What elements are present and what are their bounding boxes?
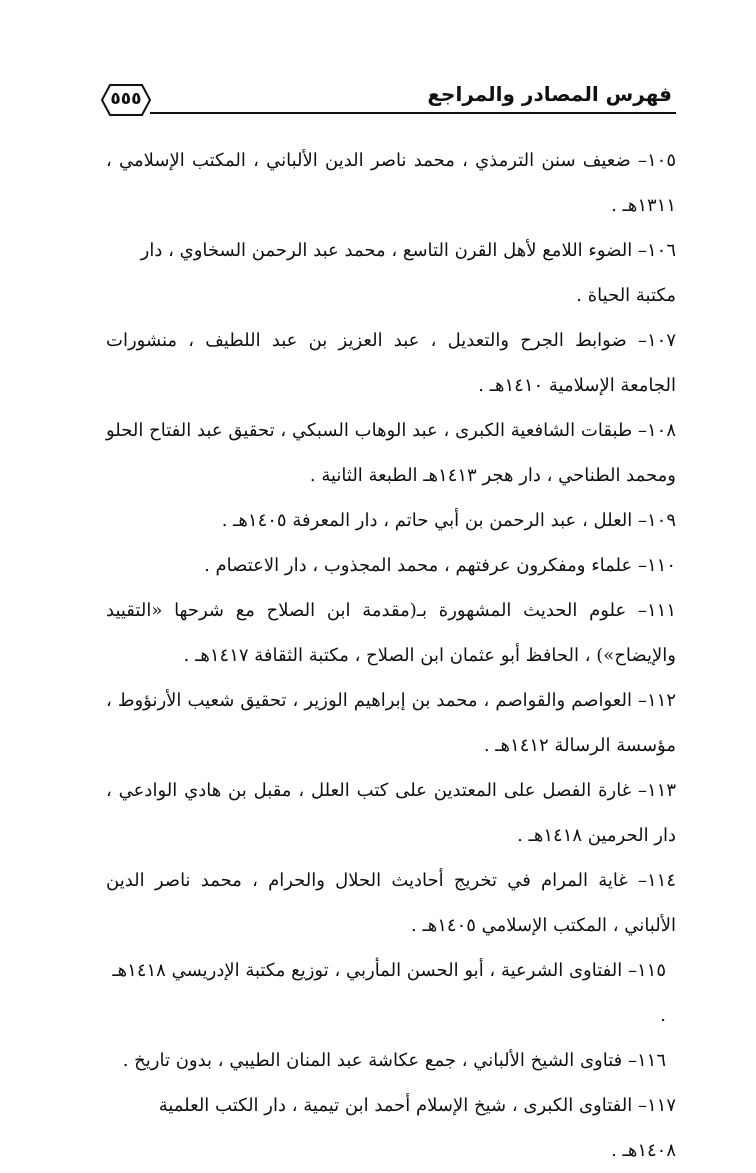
page-number: ٥٥٥ <box>110 89 142 109</box>
page-header <box>96 78 676 122</box>
entry-number: ١١٢ <box>646 690 676 711</box>
entry-text: – ضعيف سنن الترمذي ، محمد ناصر الدين الألباني ، المكتب الإسلامي ، ١٣١١هـ . <box>106 150 676 216</box>
entry-number: ١١٥ <box>636 960 666 981</box>
entry-number: ١١١ <box>646 600 676 621</box>
entry-text: – غاية المرام في تخريج أحاديث الحلال والحرام ، محمد ناصر الدين الألباني ، المكتب الإسلامي ١٤٠٥هـ . <box>106 870 676 936</box>
reference-entry <box>106 948 676 1038</box>
reference-entry <box>106 543 676 588</box>
reference-entry <box>106 318 676 408</box>
entry-number: ١١٦ <box>636 1050 666 1071</box>
header-rule <box>150 112 676 114</box>
entry-number: ١٠٥ <box>646 150 676 171</box>
entry-text: – الفتاوى الشرعية ، أبو الحسن المأربي ، توزيع مكتبة الإدريسي ١٤١٨هـ . <box>112 960 666 1026</box>
entry-number: ١١٧ <box>646 1095 676 1116</box>
entry-text: – الفتاوى الكبرى ، شيخ الإسلام أحمد ابن تيمية ، دار الكتب العلمية ١٤٠٨هـ . <box>158 1095 676 1161</box>
entry-text: – طبقات الشافعية الكبرى ، عبد الوهاب السبكي ، تحقيق عبد الفتاح الحلو ومحمد الطناحي ، دار هجر ١٤١٣هـ الطبعة الثانية . <box>106 420 676 486</box>
entry-text: – فتاوى الشيخ الألباني ، جمع عكاشة عبد المنان الطيبي ، بدون تاريخ . <box>122 1050 637 1071</box>
entry-number: ١١٠ <box>646 555 676 576</box>
reference-entry <box>106 408 676 498</box>
page-number-badge <box>100 83 152 117</box>
entry-number: ١٠٧ <box>646 330 676 351</box>
entry-number: ١٠٨ <box>646 420 676 441</box>
entry-number: ١١٣ <box>646 780 676 801</box>
reference-entry <box>106 228 676 318</box>
reference-entry <box>106 498 676 543</box>
entry-text: – الضوء اللامع لأهل القرن التاسع ، محمد عبد الرحمن السخاوي ، دار مكتبة الحياة . <box>140 240 676 306</box>
entry-text: – ضوابط الجرح والتعديل ، عبد العزيز بن عبد اللطيف ، منشورات الجامعة الإسلامية ١٤١٠هـ . <box>106 330 676 396</box>
reference-entry <box>106 1038 676 1083</box>
reference-entry <box>106 1083 676 1173</box>
reference-entry <box>106 768 676 858</box>
entry-text: – العواصم والقواصم ، محمد بن إبراهيم الوزير ، تحقيق شعيب الأرنؤوط ، مؤسسة الرسالة ١٤١٢هـ . <box>106 690 676 756</box>
reference-entry <box>106 858 676 948</box>
entry-number: ١٠٩ <box>646 510 676 531</box>
entry-number: ١١٤ <box>646 870 676 891</box>
reference-entry <box>106 678 676 768</box>
entry-text: – علوم الحديث المشهورة بـ(مقدمة ابن الصلاح مع شرحها «التقييد والإيضاح») ، الحافظ أبو عثمان ابن الصلاح ، مكتبة الثقافة ١٤١٧هـ . <box>106 600 676 666</box>
entry-text: – العلل ، عبد الرحمن بن أبي حاتم ، دار المعرفة ١٤٠٥هـ . <box>221 510 647 531</box>
entry-number: ١٠٦ <box>646 240 676 261</box>
reference-list <box>106 138 676 1173</box>
entry-text: – غارة الفصل على المعتدين على كتب العلل ، مقبل بن هادي الوادعي ، دار الحرمين ١٤١٨هـ . <box>106 780 676 846</box>
reference-entry <box>106 138 676 228</box>
reference-entry <box>106 588 676 678</box>
running-title: فهرس المصادر والمراجع <box>427 82 672 106</box>
entry-text: – علماء ومفكرون عرفتهم ، محمد المجذوب ، دار الاعتصام . <box>204 555 647 576</box>
